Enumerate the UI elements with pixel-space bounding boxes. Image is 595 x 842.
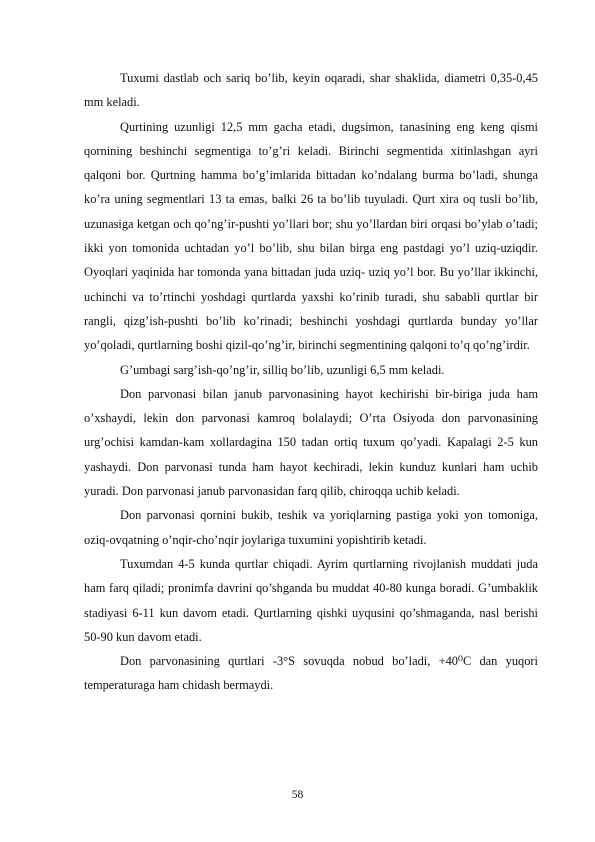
paragraph-temperature: Don parvonasining qurtlari -3°S sovuqda nobud bo’ladi, +40⁰C dan yuqori temperaturaga ham chidash bermaydi. (84, 654, 538, 693)
paragraph-development: Tuxumdan 4-5 kunda qurtlar chiqadi. Ayrim qurtlarning rivojlanish muddati juda ham farq qiladi; pronimfa davrini qo’shganda bu muddat 40-80 kunga boradi. G’umbaklik stadiyasi 6-11 kun davom etadi. Qurtlarning qishki uyqusini qo’shmaganda, nasl berishi 50-90 kun davom etadi. (84, 556, 538, 644)
paragraph-egg-laying: Don parvonasi qornini bukib, teshik va yoriqlarning pastiga yoki yon tomoniga, oziq-ovqatning o’nqir-cho’nqir joylariga tuxumini yopishtirib ketadi. (84, 508, 538, 547)
page-body (84, 66, 538, 698)
page-number: 58 (291, 789, 304, 801)
paragraph-moth-life: Don parvonasi bilan janub parvonasining hayot kechirishi bir-biriga juda ham o’xshaydi, lekin don parvonasi kamroq bolalaydi; O’rta Osiyoda don parvonasining urg’ochisi kamdan-kam xollardagina 150 tadan ortiq tuxum qo’yadi. Kapalagi 2-5 kun yashaydi. Don parvonasi tunda ham hayot kechiradi, lekin kunduz kunlari ham uchib yuradi. Don parvonasi janub parvonasidan farq qilib, chiroqqa uchib keladi. (84, 386, 538, 499)
paragraph-egg-description: Tuxumi dastlab och sariq bo’lib, keyin oqaradi, shar shaklida, diametri 0,35-0,45 mm keladi. (84, 71, 538, 110)
paragraph-pupa-description: G’umbagi sarg’ish-qo’ng’ir, silliq bo’lib, uzunligi 6,5 mm keladi. (120, 362, 445, 377)
paragraph-larva-description: Qurtining uzunligi 12,5 mm gacha etadi, dugsimon, tanasining eng keng qismi qornining beshinchi segmentiga to’g’ri keladi. Birinchi segmentida xitinlashgan ayri qalqoni bor. Qurtning hamma bo’g’imlarida bittadan ko’ndalang burma bo’ladi, shunga ko’ra uning segmentlari 13 ta emas, balki 26 ta bo’lib tuyuladi. Qurt xira oq tusli bo’lib, uzunasiga ketgan och qo’ng’ir-pushti yo’llari bor; shu yo’llardan biri orqasi bo’ylab o’tadi; ikki yon tomonida uchtadan yo’l bo’lib, shu bilan birga eng pastdagi yo’l uziq-uziqdir. Oyoqlari yaqinida har tomonda yana bittadan juda uziq- uziq yo’l bor. Bu yo’llar ikkinchi, uchinchi va to’rtinchi yoshdagi qurtlarda yaxshi ko’rinib turadi, shu sababli qurtlar bir rangli, qizg’ish-pushti bo’lib ko’rinadi; beshinchi yoshdagi qurtlarda bunday yo’llar yo’qoladi, qurtlarning boshi qizil-qo’ng’ir, birinchi segmentining qalqoni to’q qo’ng’irdir. (84, 119, 538, 353)
